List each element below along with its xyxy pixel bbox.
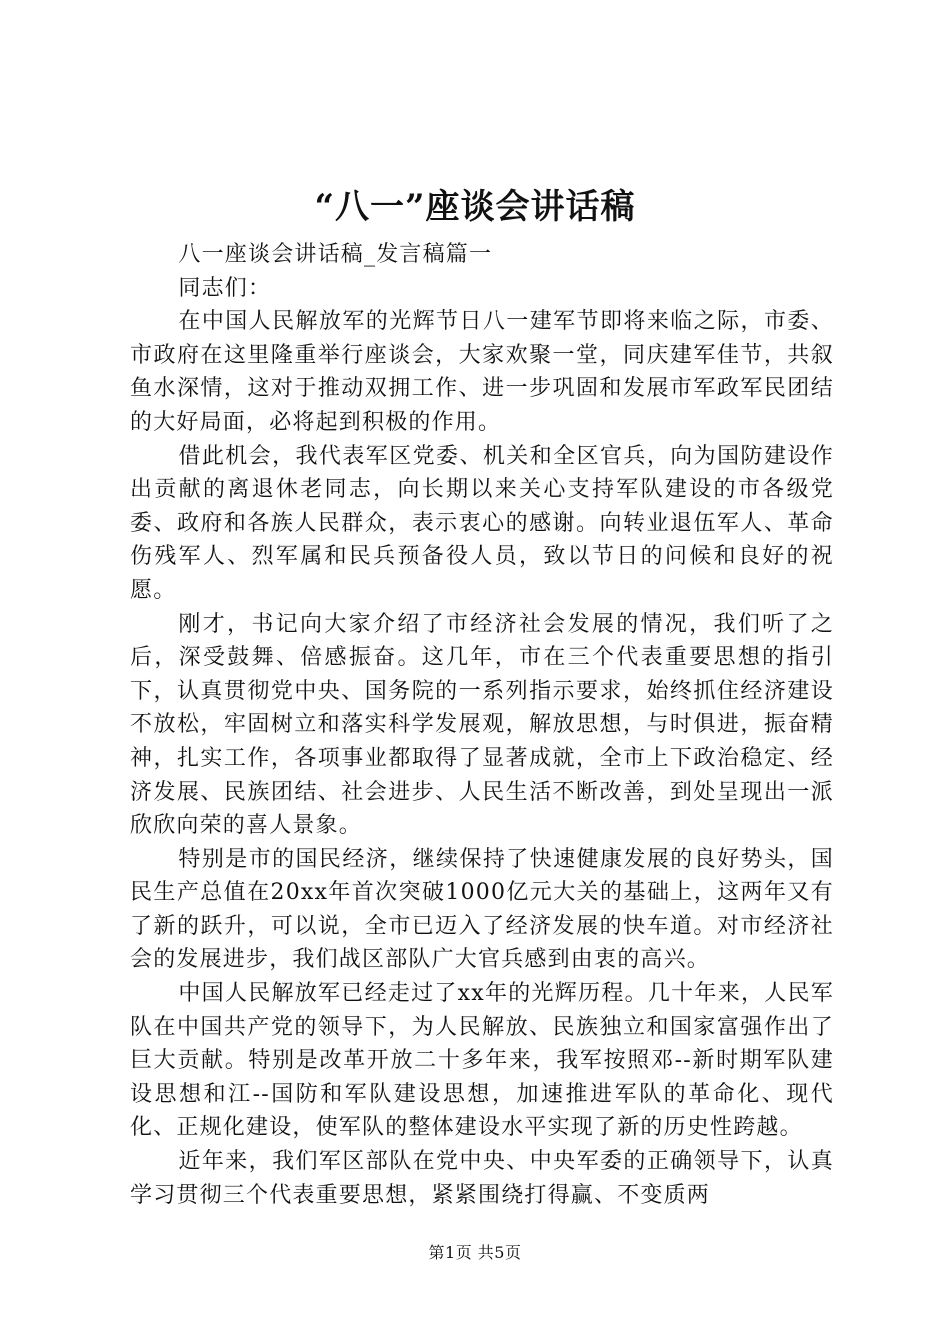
- paragraph: 近年来，我们军区部队在党中央、中央军委的正确领导下，认真学习贯彻三个代表重要思想，紧紧围绕打得赢、不变质两: [130, 1149, 834, 1208]
- paragraph: 特别是市的国民经济，继续保持了快速健康发展的良好势头，国民生产总值在20xx年首次突破1000亿元大关的基础上，这两年又有了新的跃升，可以说，全市已迈入了经济发展的快车道。对市经济社会的发展进步，我们战区部队广大官兵感到由衷的高兴。: [130, 846, 834, 973]
- page-footer: 第1页 共5页: [428, 1243, 522, 1262]
- document-title: “八一”座谈会讲话稿: [314, 187, 636, 227]
- paragraph: 刚才，书记向大家介绍了市经济社会发展的情况，我们听了之后，深受鼓舞、倍感振奋。这几年，市在三个代表重要思想的指引下，认真贯彻党中央、国务院的一系列指示要求，始终抓住经济建设不放松，牢固树立和落实科学发展观，解放思想，与时俱进，振奋精神，扎实工作，各项事业都取得了显著成就，全市上下政治稳定、经济发展、民族团结、社会进步、人民生活不断改善，到处呈现出一派欣欣向荣的喜人景象。: [130, 611, 834, 839]
- section-heading: 八一座谈会讲话稿_发言稿篇一: [178, 242, 493, 267]
- salutation: 同志们：: [178, 275, 272, 301]
- paragraph: 中国人民解放军已经走过了xx年的光辉历程。几十年来，人民军队在中国共产党的领导下，为人民解放、民族独立和国家富强作出了巨大贡献。特别是改革开放二十多年来，我军按照邓--新时期军队建设思想和江--国防和军队建设思想，加速推进军队的革命化、现代化、正规化建设，使军队的整体建设水平实现了新的历史性跨越。: [130, 981, 834, 1141]
- document-body: [130, 238, 834, 1212]
- paragraph: 在中国人民解放军的光辉节日八一建军节即将来临之际，市委、市政府在这里隆重举行座谈会，大家欢聚一堂，同庆建军佳节，共叙鱼水深情，这对于推动双拥工作、进一步巩固和发展市军政军民团结的大好局面，必将起到积极的作用。: [130, 309, 834, 435]
- paragraph: 借此机会，我代表军区党委、机关和全区官兵，向为国防建设作出贡献的离退休老同志，向长期以来关心支持军队建设的市各级党委、政府和各族人民群众，表示衷心的感谢。向转业退伍军人、革命伤残军人、烈军属和民兵预备役人员，致以节日的问候和良好的祝愿。: [130, 443, 834, 603]
